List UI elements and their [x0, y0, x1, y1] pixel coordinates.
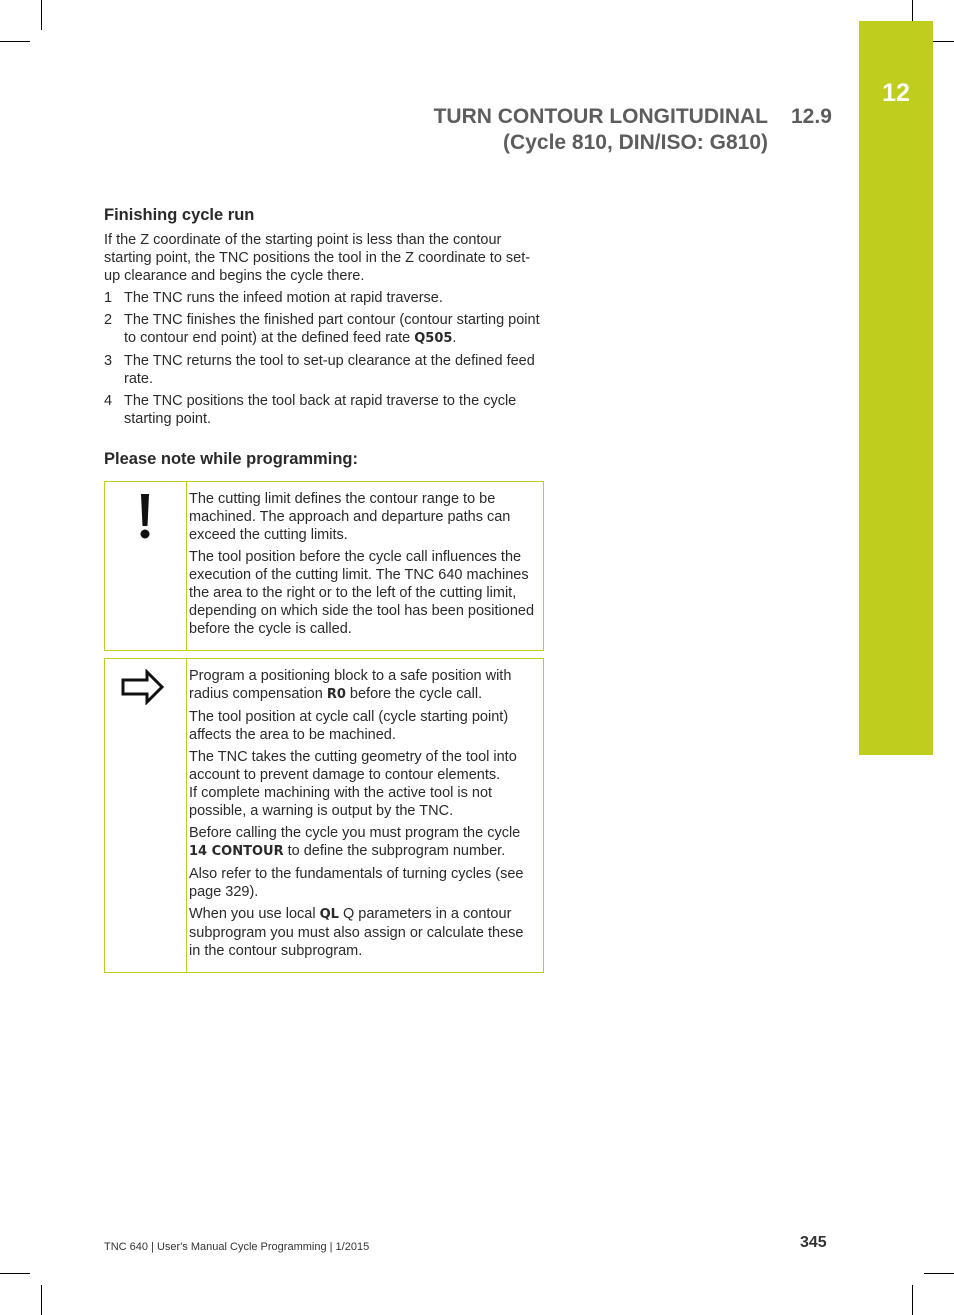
main-content [104, 204, 544, 973]
exclamation-icon [135, 492, 155, 540]
step-number: 1 [104, 290, 113, 306]
section-heading: Finishing cycle run [104, 206, 255, 224]
crop-mark [0, 41, 30, 42]
step-number: 4 [104, 393, 113, 409]
note-paragraph: When you use local QL Q parameters in a contour subprogram you must also assign or calculate these in the contour subprogram. [189, 906, 524, 959]
note-paragraph: Before calling the cycle you must program the cycle 14 CONTOUR to define the subprogram number. [189, 825, 521, 859]
step-list [104, 289, 544, 428]
notes-text [188, 659, 543, 972]
crop-mark [912, 1285, 913, 1315]
code-keyword: QL [319, 907, 339, 922]
warning-text [188, 482, 543, 650]
warning-paragraph: The cutting limit defines the contour range to be machined. The approach and departure paths can exceed the cutting limits. [189, 491, 511, 543]
crop-mark [924, 1273, 954, 1274]
list-item [104, 352, 544, 388]
page-title-line1: TURN CONTOUR LONGITUDINAL [433, 105, 768, 128]
crop-mark [41, 0, 42, 30]
footer-text: TNC 640 | User's Manual Cycle Programming | 1/2015 [104, 1241, 370, 1253]
step-number: 3 [104, 353, 113, 369]
note-paragraph: The TNC takes the cutting geometry of the tool into account to prevent damage to contour elements. [189, 749, 517, 783]
warning-icon-cell [105, 482, 187, 650]
page-number: 345 [800, 1234, 827, 1251]
step-text: The TNC returns the tool to set-up clearance at the defined feed rate. [124, 353, 535, 387]
intro-paragraph: If the Z coordinate of the starting point is less than the contour starting point, the TNC positions the tool in the Z coordinate to set-up clearance and begins the cycle there. [104, 232, 531, 284]
list-item [104, 392, 544, 428]
page-title [434, 104, 768, 156]
code-keyword: Q505 [414, 331, 453, 346]
section-number: 12.9 [791, 105, 832, 128]
code-keyword: 14 CONTOUR [189, 844, 284, 859]
crop-mark [41, 1285, 42, 1315]
page-title-line2: (Cycle 810, DIN/ISO: G810) [503, 131, 768, 154]
crop-mark [0, 1273, 30, 1274]
list-item [104, 311, 544, 348]
note-paragraph: Program a positioning block to a safe position with radius compensation R0 before the cycle call. [189, 668, 512, 702]
note-paragraph: If complete machining with the active tool is not possible, a warning is output by the TNC. [189, 785, 493, 819]
list-item [104, 289, 544, 307]
arrow-right-icon [121, 669, 165, 705]
step-text: The TNC finishes the finished part contour (contour starting point to contour end point) at the defined feed rate [124, 312, 540, 346]
step-number: 2 [104, 312, 113, 328]
warning-box [104, 481, 544, 651]
notes-box [104, 658, 544, 973]
notes-icon-cell [105, 659, 187, 972]
warning-paragraph: The tool position before the cycle call influences the execution of the cutting limit. The TNC 640 machines the area to the right or to the left of the cutting limit, depending on which side the tool has been positioned before the cycle is called. [189, 549, 535, 637]
step-text: . [452, 330, 457, 346]
step-text: The TNC runs the infeed motion at rapid traverse. [124, 290, 443, 306]
step-text: The TNC positions the tool back at rapid traverse to the cycle starting point. [124, 393, 517, 427]
note-paragraph: The tool position at cycle call (cycle starting point) affects the area to be machined. [189, 709, 509, 743]
note-paragraph: Also refer to the fundamentals of turning cycles (see page 329). [189, 866, 524, 900]
section-heading: Please note while programming: [104, 450, 358, 468]
code-keyword: R0 [326, 687, 346, 702]
chapter-tab [859, 21, 933, 755]
chapter-number: 12 [882, 79, 910, 107]
